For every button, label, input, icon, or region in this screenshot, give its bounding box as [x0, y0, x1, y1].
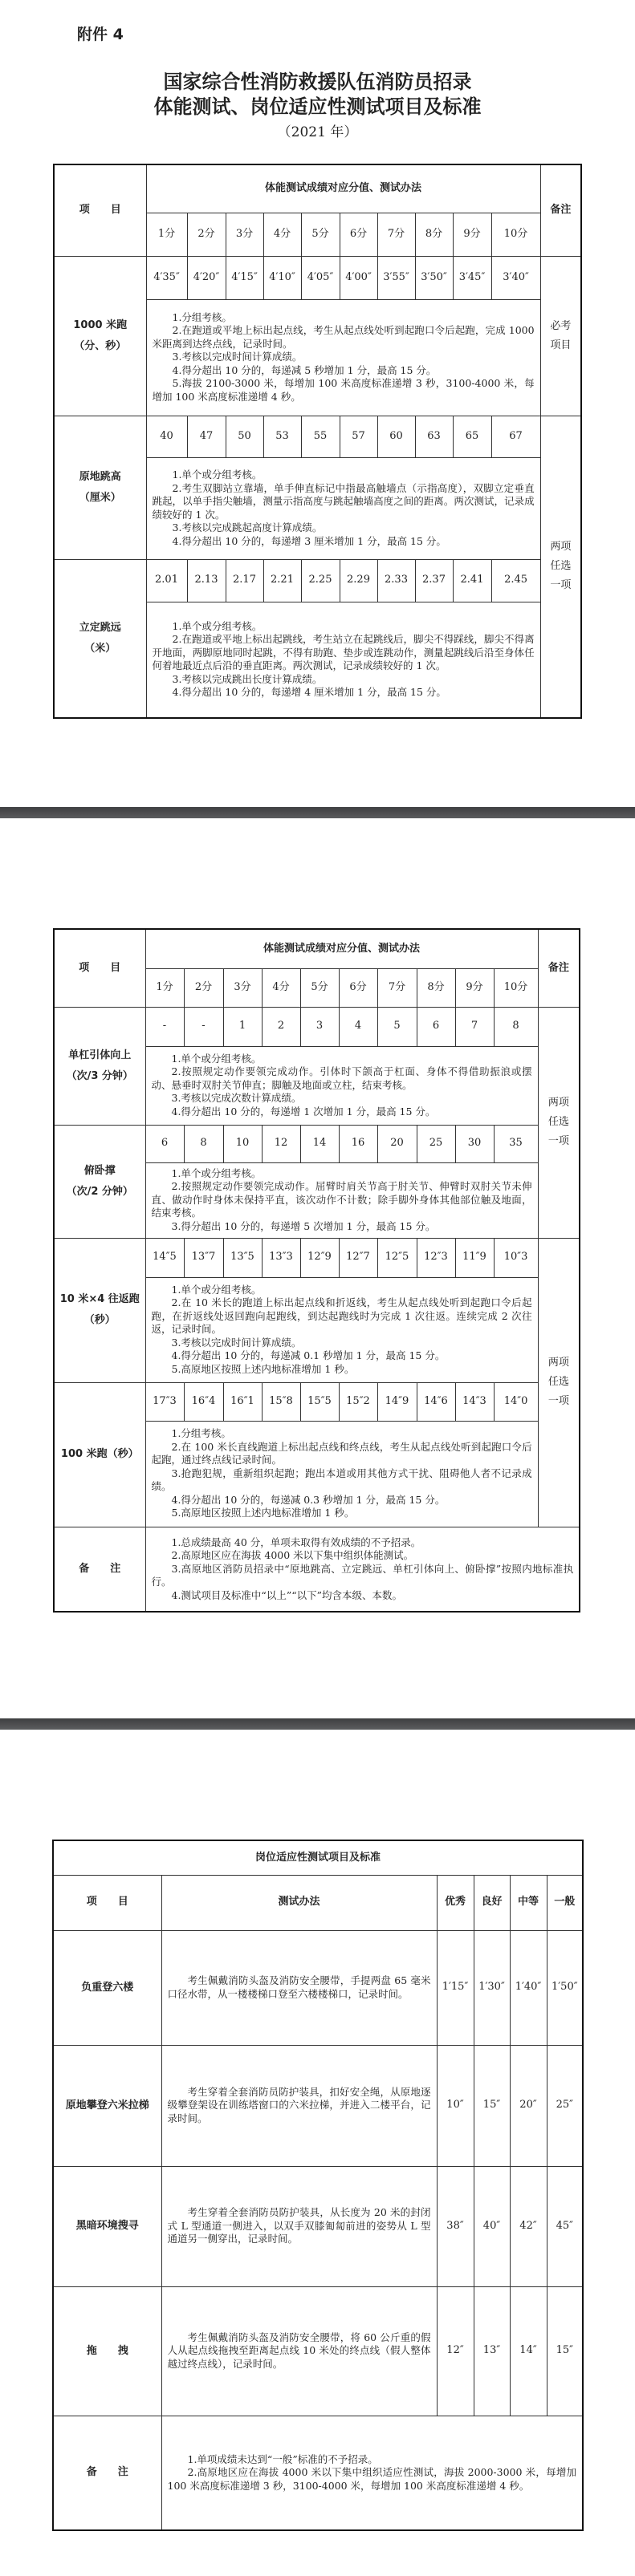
method-line: 1.单个或分组考核。: [172, 469, 263, 481]
item-values-row: [54, 1125, 580, 1162]
level-value: 45″: [547, 2166, 583, 2286]
job-test-row: [53, 2166, 583, 2286]
page-separator: [0, 807, 635, 818]
header-level-medium: 中等: [510, 1875, 547, 1930]
score-value: 2.45: [491, 559, 540, 602]
notes-row: [54, 1527, 580, 1612]
score-value: 4′20″: [187, 256, 226, 299]
header-remark: 备注: [540, 164, 581, 256]
item-name-cell: [54, 1238, 145, 1382]
attachment-label: 附件 4: [77, 26, 124, 43]
score-value: -: [145, 1007, 184, 1046]
score-header-4: 4分: [262, 968, 300, 1007]
score-header-1: 1分: [145, 968, 184, 1007]
score-header-6: 6分: [340, 213, 377, 256]
score-value: 40: [146, 416, 187, 457]
item-name-cell: [54, 256, 146, 416]
score-header-2: 2分: [187, 213, 226, 256]
method-line: 3.考核以完成跳起高度计算成绩。: [172, 521, 323, 533]
level-value: 38″: [437, 2166, 474, 2286]
page-separator: [0, 1718, 635, 1730]
method-line: 1.单个或分组考核。: [171, 1283, 262, 1296]
score-value: -: [184, 1007, 223, 1046]
score-value: 20: [377, 1125, 417, 1162]
notes-content: [161, 2416, 583, 2530]
item-name: 原地跳高: [79, 470, 121, 483]
notes-row: [53, 2416, 583, 2530]
item-name-cell: [54, 1007, 145, 1125]
item-name: 俯卧撑: [83, 1164, 116, 1177]
job-test-row: [53, 1930, 583, 2045]
level-value: 10″: [437, 2045, 474, 2166]
item-name: 100 米跑（秒）: [60, 1448, 139, 1460]
document-title-line2: 体能测试、岗位适应性测试项目及标准: [153, 95, 482, 118]
score-value: 17″3: [145, 1382, 184, 1421]
score-value: 13″3: [262, 1238, 300, 1277]
method-line: 3.考核以完成跳出长度计算成绩。: [172, 672, 323, 685]
item-name: 10 米×4 往返跑: [59, 1293, 140, 1305]
score-value: 14″6: [417, 1382, 455, 1421]
score-header-5: 5分: [300, 968, 339, 1007]
score-value: 12″3: [417, 1238, 455, 1277]
header-item: 项 目: [54, 929, 145, 1007]
score-value: 10: [223, 1125, 262, 1162]
header-level-general: 一般: [547, 1875, 583, 1930]
note-line: 4.测试项目及标准中“以上”“以下”均含本级、本数。: [171, 1588, 402, 1601]
method-line: 1.单个或分组考核。: [172, 619, 263, 632]
score-header-9: 9分: [453, 213, 491, 256]
score-header-8: 8分: [417, 968, 455, 1007]
score-value: 13″7: [184, 1238, 223, 1277]
header-level-excellent: 优秀: [437, 1875, 474, 1930]
score-header-2: 2分: [184, 968, 223, 1007]
test-method: [145, 1421, 538, 1527]
method-line: 2.在跑道或平地上标出起点线，考生从起点线处听到起跑口令后起跑，完成 1000 米距离到达终点线，记录时间。: [152, 324, 535, 350]
score-value: 2.41: [453, 559, 491, 602]
score-value: 55: [301, 416, 340, 457]
score-value: 4′00″: [340, 256, 377, 299]
method-line: 1.单个或分组考核。: [171, 1166, 262, 1179]
score-value: 15″8: [262, 1382, 300, 1421]
method-line: 4.得分超出 10 分的，每递增 4 厘米增加 1 分，最高 15 分。: [172, 686, 446, 699]
score-value: 13″5: [223, 1238, 262, 1277]
test-method: [161, 2166, 437, 2286]
test-method: [146, 299, 540, 416]
score-header-8: 8分: [415, 213, 453, 256]
test-method: [145, 1162, 538, 1238]
test-method: [161, 1930, 437, 2045]
score-value: 12″5: [377, 1238, 417, 1277]
score-header-3: 3分: [223, 968, 262, 1007]
score-value: 15″5: [300, 1382, 339, 1421]
method-line: 5.海拔 2100-3000 米，每增加 100 米高度标准递增 3 秒，3100-4000 米，每增加 100 米高度标准递增 4 秒。: [152, 377, 535, 403]
score-value: 14: [300, 1125, 339, 1162]
score-value: 2.37: [415, 559, 453, 602]
score-value: 14″9: [377, 1382, 417, 1421]
item-name-cell: [54, 1125, 145, 1238]
method-line: 2.在 100 米长直线跑道上标出起点线和终点线，考生从起点线处听到起跑口令后起跑，通过终点线记录时间。: [151, 1440, 532, 1466]
test-method: [146, 602, 540, 718]
note-line: 1.单项成绩未达到“一般”标准的不予招录。: [187, 2452, 378, 2465]
score-value: 3′45″: [453, 256, 491, 299]
item-values-row: [54, 416, 581, 457]
method-line: 4.得分超出 10 分的，每递增 3 厘米增加 1 分，最高 15 分。: [172, 534, 446, 547]
method-text: 考生穿着全套消防员防护装具，扣好安全绳，从原地逐级攀登架设在训练塔窗口的六米拉梯，并进入二楼平台，记录时间。: [167, 2085, 431, 2124]
score-value: 3′50″: [415, 256, 453, 299]
item-unit: （分、秒）: [74, 339, 127, 352]
header-group: 体能测试成绩对应分值、测试办法: [145, 929, 538, 968]
score-value: 2.25: [301, 559, 340, 602]
method-line: 1.单个或分组考核。: [171, 1052, 262, 1065]
score-value: 5: [377, 1007, 417, 1046]
level-value: 13″: [474, 2286, 510, 2416]
header-item: 项 目: [54, 164, 146, 256]
method-text: 考生佩戴消防头盔及消防安全腰带，手提两盘 65 毫米口径水带，从一楼楼梯口登至六楼楼梯口，记录时间。: [167, 1974, 431, 2000]
level-value: 1′40″: [510, 1930, 547, 2045]
level-value: 1′50″: [547, 1930, 583, 2045]
method-line: 2.考生双脚站立靠墙，单手伸直标记中指最高触墙点（示指高度），双脚立定垂直跳起，以单手指尖触墙，测量示指高度与跳起触墙高度之间的距离。两次测试，记录成绩较好的 1 次。: [152, 481, 535, 521]
header-level-good: 良好: [474, 1875, 510, 1930]
level-value: 25″: [547, 2045, 583, 2166]
score-value: 2.21: [263, 559, 301, 602]
score-header-6: 6分: [339, 968, 377, 1007]
score-value: 4′35″: [146, 256, 187, 299]
score-value: 63: [415, 416, 453, 457]
remark-cell: 必考项目: [540, 256, 581, 416]
score-value: 12″9: [300, 1238, 339, 1277]
header-method: 测试办法: [161, 1875, 437, 1930]
header-item: 项 目: [53, 1875, 161, 1930]
score-header-9: 9分: [455, 968, 494, 1007]
note-line: 2.高原地区应在海拔 4000 米以下集中组织体能测试。: [171, 1549, 414, 1561]
level-value: 1′15″: [437, 1930, 474, 2045]
score-value: 4′10″: [263, 256, 301, 299]
score-value: 15″2: [339, 1382, 377, 1421]
test-method: [161, 2045, 437, 2166]
score-header-1: 1分: [146, 213, 187, 256]
score-value: 4′05″: [301, 256, 340, 299]
item-values-row: [54, 256, 581, 299]
method-line: 2.在 10 米长的跑道上标出起点线和折返线，考生从起点线处听到起跑口令后起跑，在折返线处返回跑向起跑线，到达起跑线时为完成 1 次往返。连续完成 2 次往返，记录时间。: [151, 1296, 532, 1336]
header-remark: 备注: [538, 929, 580, 1007]
test-method: [161, 2286, 437, 2416]
job-test-row: [53, 2045, 583, 2166]
method-line: 1.分组考核。: [171, 1427, 231, 1440]
method-line: 3.考核以完成次数计算成绩。: [171, 1092, 302, 1105]
item-name: 1000 米跑: [73, 318, 128, 331]
job-test-row: [53, 2286, 583, 2416]
score-header-10: 10分: [491, 213, 540, 256]
item-values-row: [54, 559, 581, 602]
score-value: 4: [339, 1007, 377, 1046]
score-value: 2.13: [187, 559, 226, 602]
fitness-table-part2: [53, 928, 580, 1613]
method-line: 3.考核以完成时间计算成绩。: [172, 351, 303, 363]
score-value: 2.33: [377, 559, 415, 602]
notes-label: 备 注: [54, 1527, 145, 1612]
item-values-row: [54, 1382, 580, 1421]
score-value: 53: [263, 416, 301, 457]
method-line: 3.考核以完成时间计算成绩。: [171, 1336, 302, 1349]
score-value: 12: [262, 1125, 300, 1162]
score-value: 47: [187, 416, 226, 457]
method-line: 4.得分超出 10 分的，每递减 0.3 秒增加 1 分，最高 15 分。: [171, 1493, 446, 1506]
level-value: 1′30″: [474, 1930, 510, 2045]
score-value: 12″7: [339, 1238, 377, 1277]
notes-label: 备 注: [53, 2416, 161, 2530]
score-value: 50: [226, 416, 263, 457]
score-value: 25: [417, 1125, 455, 1162]
item-unit: （厘米）: [79, 491, 121, 504]
notes-content: [145, 1527, 580, 1612]
score-value: 6: [145, 1125, 184, 1162]
score-value: 11″9: [455, 1238, 494, 1277]
score-header-7: 7分: [377, 213, 415, 256]
level-value: 15″: [474, 2045, 510, 2166]
remark-cell: 两项任选一项: [538, 1238, 580, 1527]
score-value: 16″4: [184, 1382, 223, 1421]
method-line: 5.高原地区按照上述内地标准增加 1 秒。: [171, 1507, 355, 1519]
score-value: 65: [453, 416, 491, 457]
score-value: 3: [300, 1007, 339, 1046]
document-title-line1: 国家综合性消防救援队伍消防员招录: [163, 70, 472, 93]
item-name: 单杠引体向上: [68, 1049, 132, 1061]
method-text: 考生佩戴消防头盔及消防安全腰带，将 60 公斤重的假人从起点线拖拽至距离起点线 10 米处的终点线（假人整体越过终点线），记录时间。: [167, 2331, 431, 2370]
score-value: 3′55″: [377, 256, 415, 299]
score-value: 2: [262, 1007, 300, 1046]
method-line: 5.高原地区按照上述内地标准增加 1 秒。: [171, 1362, 355, 1375]
note-line: 1.总成绩最高 40 分，单项未取得有效成绩的不予招录。: [171, 1535, 421, 1548]
score-header-7: 7分: [377, 968, 417, 1007]
item-unit: （米）: [84, 642, 116, 655]
test-method: [145, 1046, 538, 1125]
level-value: 15″: [547, 2286, 583, 2416]
level-value: 20″: [510, 2045, 547, 2166]
score-header-3: 3分: [226, 213, 263, 256]
score-header-10: 10分: [494, 968, 538, 1007]
document-year: （2021 年）: [277, 124, 358, 140]
score-value: 2.01: [146, 559, 187, 602]
score-value: 1: [223, 1007, 262, 1046]
method-line: 3.抢跑犯规，重新组织起跑；跑出本道或用其他方式干扰、阻碍他人者不记录成绩。: [151, 1466, 532, 1493]
method-line: 2.按照规定动作要领完成动作。引体时下颌高于杠面、身体不得借助振浪或摆动、悬垂时双肘关节伸直；脚触及地面或立柱，结束考核。: [151, 1065, 532, 1091]
score-value: 8: [184, 1125, 223, 1162]
score-value: 7: [455, 1007, 494, 1046]
score-value: 3′40″: [491, 256, 540, 299]
method-text: 考生穿着全套消防员防护装具，从长度为 20 米的封闭式 L 型通道一侧进入，以双手双膝匍匐前进的姿势从 L 型通道另一侧穿出，记录时间。: [167, 2206, 431, 2245]
item-name-cell: [54, 1382, 145, 1527]
method-line: 3.得分超出 10 分的，每递增 5 次增加 1 分，最高 15 分。: [171, 1219, 436, 1232]
item-name: 原地攀登六米拉梯: [53, 2045, 161, 2166]
item-name-cell: [54, 559, 146, 718]
score-value: 67: [491, 416, 540, 457]
score-value: 14″3: [455, 1382, 494, 1421]
item-name: 负重登六楼: [53, 1930, 161, 2045]
score-value: 2.17: [226, 559, 263, 602]
score-value: 30: [455, 1125, 494, 1162]
method-line: 1.分组考核。: [172, 310, 232, 323]
item-unit: （次/2 分钟）: [66, 1185, 133, 1198]
method-line: 4.得分超出 10 分的，每递减 5 秒增加 1 分，最高 15 分。: [172, 363, 437, 376]
item-values-row: [54, 1238, 580, 1277]
score-value: 57: [340, 416, 377, 457]
method-line: 4.得分超出 10 分的，每递增 1 次增加 1 分，最高 15 分。: [171, 1105, 436, 1118]
score-value: 4′15″: [226, 256, 263, 299]
level-value: 42″: [510, 2166, 547, 2286]
item-name: 拖 拽: [53, 2286, 161, 2416]
remark-cell: 两项任选一项: [540, 416, 581, 718]
score-value: 35: [494, 1125, 538, 1162]
item-unit: （秒）: [83, 1314, 116, 1326]
test-method: [146, 457, 540, 559]
test-method: [145, 1277, 538, 1382]
note-line: 3.高原地区消防员招录中“原地跳高、立定跳远、单杠引体向上、俯卧撑”按照内地标准执行。: [151, 1562, 574, 1588]
score-value: 6: [417, 1007, 455, 1046]
method-line: 2.在跑道或平地上标出起跳线，考生站立在起跳线后，脚尖不得踩线，脚尖不得离开地面，两脚原地同时起跳，不得有助跑、垫步或连跳动作，测量起跳线后沿至身体任何着地最近点后沿的垂直距离。两次测试，记录成绩较好的 1 次。: [152, 633, 535, 672]
item-unit: （次/3 分钟）: [66, 1069, 133, 1082]
score-value: 14″0: [494, 1382, 538, 1421]
score-value: 8: [494, 1007, 538, 1046]
table-title: 岗位适应性测试项目及标准: [53, 1840, 583, 1875]
item-values-row: [54, 1007, 580, 1046]
score-header-5: 5分: [301, 213, 340, 256]
method-line: 4.得分超出 10 分的，每递减 0.1 秒增加 1 分，最高 15 分。: [171, 1349, 446, 1362]
item-name: 立定跳远: [79, 621, 121, 634]
item-name: 黑暗环境搜寻: [53, 2166, 161, 2286]
level-value: 12″: [437, 2286, 474, 2416]
job-fitness-table: [52, 1840, 584, 2531]
header-group: 体能测试成绩对应分值、测试办法: [146, 164, 540, 213]
item-name-cell: [54, 416, 146, 559]
score-header-4: 4分: [263, 213, 301, 256]
score-value: 14″5: [145, 1238, 184, 1277]
score-value: 16″1: [223, 1382, 262, 1421]
fitness-table-part1: [53, 164, 582, 719]
method-line: 2.按照规定动作要领完成动作。屈臂时肩关节高于肘关节、伸臂时双肘关节未伸直、做动作时身体未保持平直，该次动作不计数；除手脚外身体其他部位触及地面，结束考核。: [151, 1180, 532, 1219]
note-line: 2.高原地区应在海拔 4000 米以下集中组织适应性测试，海拔 2000-3000 米，每增加 100 米高度标准递增 3 秒，3100-4000 米，每增加 100 米高度标准递增 4 秒。: [167, 2466, 577, 2492]
score-value: 60: [377, 416, 415, 457]
score-value: 2.29: [340, 559, 377, 602]
score-value: 16: [339, 1125, 377, 1162]
remark-cell: 两项任选一项: [538, 1007, 580, 1238]
level-value: 40″: [474, 2166, 510, 2286]
score-value: 10″3: [494, 1238, 538, 1277]
level-value: 14″: [510, 2286, 547, 2416]
